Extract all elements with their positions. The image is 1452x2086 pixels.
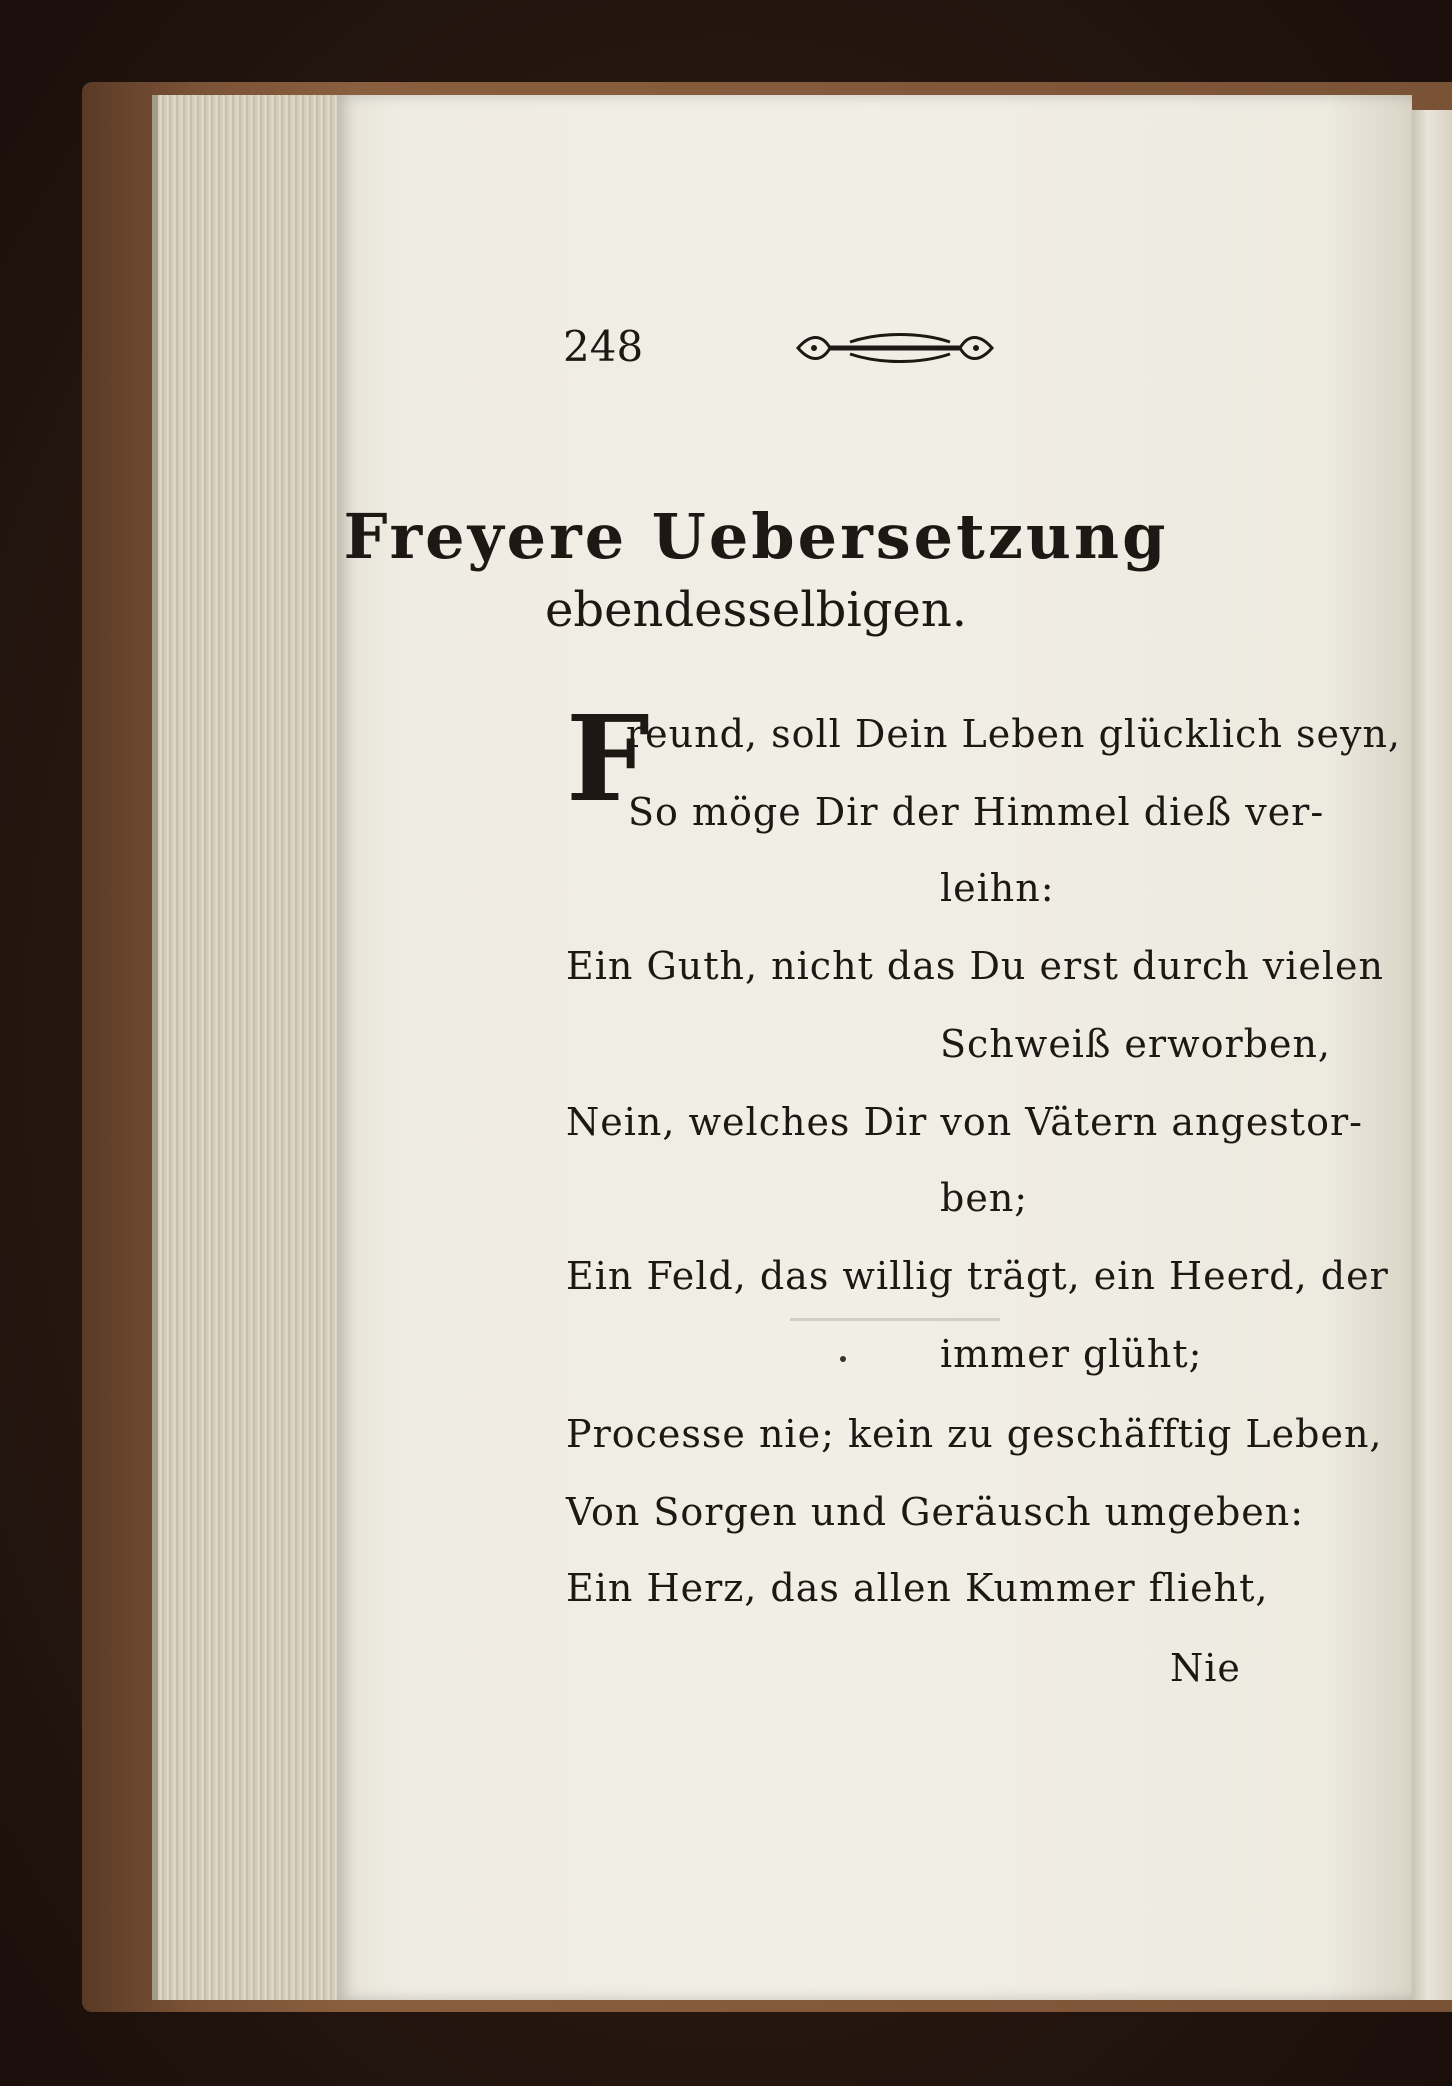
show-through-rule — [790, 1318, 1000, 1321]
drop-cap: F — [566, 689, 650, 828]
verse-line-3: leihn: — [940, 866, 1055, 910]
section-subtitle: ebendesselbigen. — [545, 582, 967, 638]
page-block-edges — [152, 95, 343, 2000]
verse-line-11: Von Sorgen und Geräusch umgeben: — [566, 1490, 1305, 1534]
verse-line-9: immer glüht; — [940, 1332, 1203, 1376]
section-title: Freyere Uebersetzung — [343, 500, 1169, 573]
catchword: Nie — [1170, 1646, 1241, 1690]
fleuron-ornament-icon — [790, 326, 1000, 370]
verse-line-5: Schweiß erworben, — [940, 1022, 1332, 1066]
verse-line-2: So möge Dir der Himmel dieß ver- — [628, 790, 1325, 834]
verse-line-10: Processe nie; kein zu geschäfftig Leben, — [566, 1412, 1383, 1456]
verse-line-4: Ein Guth, nicht das Du erst durch vielen — [566, 944, 1385, 988]
verse-line-1: reund, soll Dein Leben glücklich seyn, — [626, 712, 1402, 756]
verse-line-7: ben; — [940, 1176, 1029, 1220]
facing-page-edge — [1412, 110, 1452, 2000]
ink-speck — [840, 1356, 846, 1362]
verse-line-12: Ein Herz, das allen Kummer flieht, — [566, 1566, 1269, 1610]
page-number: 248 — [563, 322, 644, 371]
verse-line-6: Nein, welches Dir von Vätern angestor- — [566, 1100, 1363, 1144]
verse-line-8: Ein Feld, das willig trägt, ein Heerd, der — [566, 1254, 1389, 1298]
